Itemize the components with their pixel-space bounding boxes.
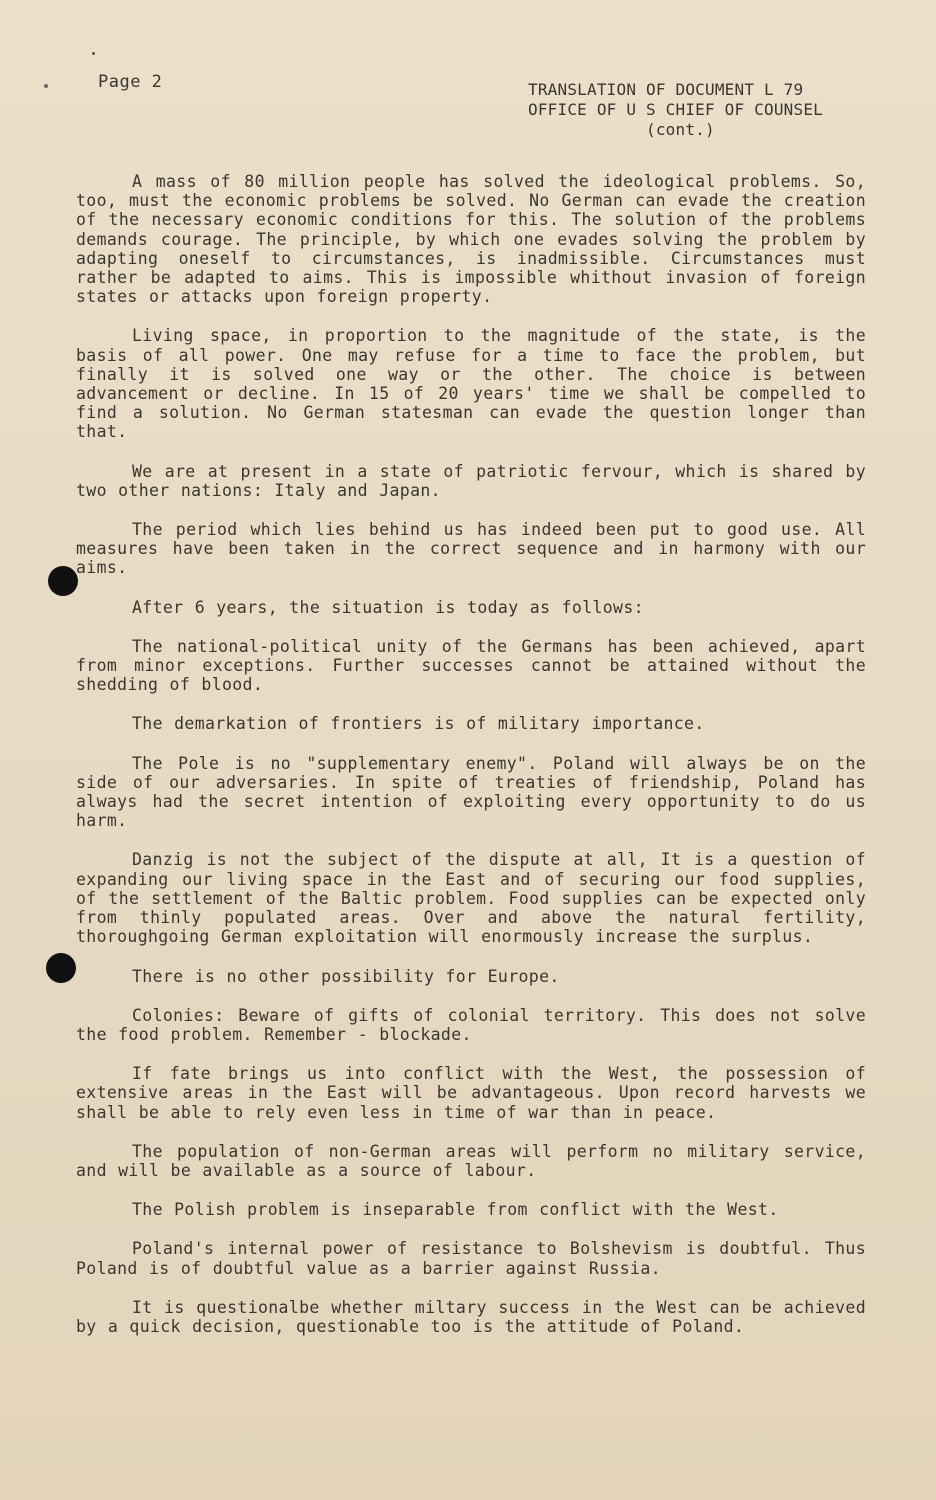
- paragraph: Danzig is not the subject of the dispute at all, It is a question of expanding our living space in the East and of securing our food supplies, of the settlement of the Baltic problem. Food supplies can be expected only from thinly populated areas. Over and above the natural fertility, thoroughgoing German exploitation will enormously increase the surplus.: [76, 850, 866, 947]
- paragraph: The population of non-German areas will perform no military service, and will be available as a source of labour.: [76, 1141, 866, 1180]
- document-header: [528, 80, 908, 140]
- header-title-line-1: TRANSLATION OF DOCUMENT L 79: [528, 80, 804, 99]
- paragraph: Living space, in proportion to the magnitude of the state, is the basis of all power. One may refuse for a time to face the problem, but finally it is solved one way or the other. The choice is between advancement or decline. In 15 of 20 years' time we shall be compelled to find a solution. No German statesman can evade the question longer than that.: [76, 326, 866, 442]
- paragraph: The Polish problem is inseparable from conflict with the West.: [132, 1200, 779, 1220]
- paragraph: The Pole is no "supplementary enemy". Poland will always be on the side of our adversaries. In spite of treaties of friendship, Poland has always had the secret intention of exploiting every opportunity to do us harm.: [76, 753, 866, 831]
- punch-hole: [48, 566, 78, 596]
- paragraph: If fate brings us into conflict with the West, the possession of extensive areas in the East will be advantageous. Upon record harvests we shall be able to rely even less in time of war than in peace.: [76, 1064, 866, 1122]
- paragraph: Colonies: Beware of gifts of colonial territory. This does not solve the food problem. Remember - blockade.: [76, 1005, 866, 1044]
- paragraph: The period which lies behind us has indeed been put to good use. All measures have been taken in the correct sequence and in harmony with our aims.: [76, 520, 866, 578]
- header-continued-label: (cont.): [646, 120, 715, 139]
- paragraph: Poland's internal power of resistance to Bolshevism is doubtful. Thus Poland is of doubtful value as a barrier against Russia.: [76, 1239, 866, 1278]
- paragraph: The national-political unity of the Germans has been achieved, apart from minor exceptions. Further successes cannot be attained without the shedding of blood.: [76, 636, 866, 695]
- page-number-label: Page 2: [98, 72, 163, 92]
- paragraph: After 6 years, the situation is today as follows:: [132, 597, 644, 617]
- paragraph: The demarkation of frontiers is of military importance.: [132, 714, 705, 734]
- paragraph: There is no other possibility for Europe.: [132, 966, 560, 986]
- header-title-line-2: OFFICE OF U S CHIEF OF COUNSEL: [528, 100, 823, 119]
- punch-hole: [46, 953, 76, 983]
- paragraph: A mass of 80 million people has solved the ideological problems. So, too, must the economic problems be solved. No German can evade the creation of the necessary economic conditions for this. The solution of the problems demands courage. The principle, by which one evades solving the problem by adapting oneself to circumstances, is inadmissible. Circumstances must rather be adapted to aims. This is impossible whithout invasion of foreign states or attacks upon foreign property.: [76, 172, 866, 307]
- paragraph: We are at present in a state of patriotic fervour, which is shared by two other nations: Italy and Japan.: [76, 461, 866, 500]
- paragraph: It is questionalbe whether miltary success in the West can be achieved by a quick decision, questionable too is the attitude of Poland.: [76, 1297, 866, 1336]
- document-body: [76, 172, 866, 1356]
- ink-speck: [92, 52, 95, 55]
- ink-speck: [44, 84, 48, 88]
